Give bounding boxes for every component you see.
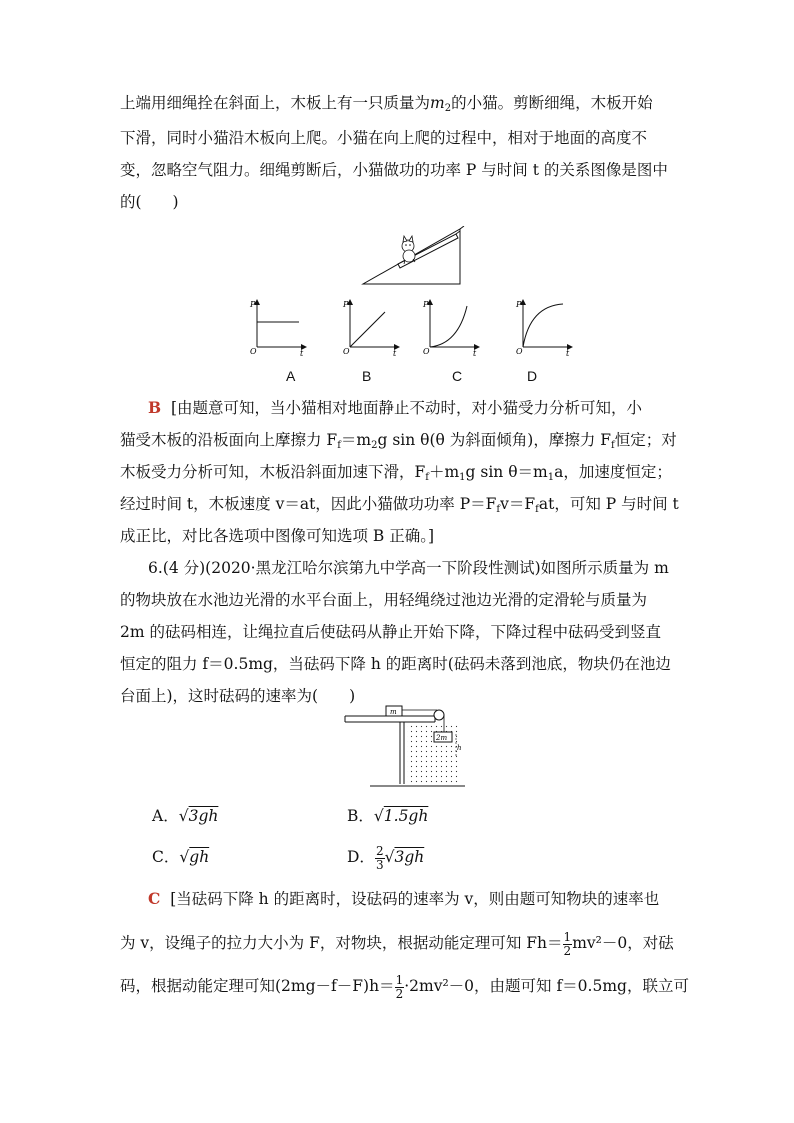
pool-pulley-figure [340, 700, 470, 790]
q6-option-b: B．√1.5gh [347, 807, 429, 825]
cat-icon [402, 236, 415, 264]
graph-b-origin: O [343, 347, 350, 356]
graph-d-p-label: P [516, 300, 522, 309]
graph-d [515, 300, 572, 357]
graph-b [342, 300, 399, 357]
q5-stem-line-3: 变，忽略空气阻力。细绳剪断后，小猫做功的功率 P 与时间 t 的关系图像是图中 [120, 161, 668, 179]
option-label-d: D [527, 368, 538, 384]
q6-solution-line-2: 为 v，设绳子的拉力大小为 F，对物块，根据动能定理可知 Fh＝ $\frac{1}{2}$ mv²－0，对砝 [120, 929, 674, 958]
graph-b-t-label: t [393, 349, 397, 357]
option-label-b: B [362, 368, 372, 384]
q5-stem-line-1: 上端用细绳拴在斜面上，木板上有一只质量为$m_2$的小猫。剪断细绳，木板开始 [120, 94, 653, 114]
pt-graphs [240, 292, 580, 357]
q5-stem-line-2: 下滑，同时小猫沿木板向上爬。小猫在向上爬的过程中，相对于地面的高度不 [120, 129, 648, 147]
q6-answer: C [148, 889, 161, 908]
graph-b-p-label: P [343, 300, 349, 309]
pulley-icon [434, 710, 444, 720]
option-label-c: C [452, 368, 463, 384]
q5-answer: B [148, 398, 162, 417]
q5-solution-line-3: 木板受力分析可知，木板沿斜面加速下滑，$F_f+m_1g$ $\sin \theta=m_1a$，加速度恒定； [120, 463, 672, 483]
q6-option-c: C．√gh [152, 848, 210, 866]
q5-solution-line-4: 经过时间 t，木板速度 v＝at，因此小猫做功功率 $P=F_fv=F_fat$，可知 P 与时间 t [120, 495, 679, 515]
q6-stem-line-4: 恒定的阻力 f＝0.5mg，当砝码下降 h 的距离时(砝码未落到池底，物块仍在池边 [120, 655, 671, 673]
q6-stem-line-1: 6.(4 分)(2020·黑龙江哈尔滨第九中学高一下阶段性测试)如图所示质量为 m [148, 559, 669, 577]
graph-d-origin: O [516, 347, 523, 356]
q5-stem-line-4: 的( ) [120, 193, 179, 211]
q6-option-d: D． $\frac{2}{3}$ √3gh [347, 843, 425, 872]
incline-figure [360, 226, 470, 288]
option-label-a: A [286, 368, 296, 384]
q5-solution-line-5: 成正比，对比各选项中图像可知选项 B 正确。] [120, 527, 435, 545]
graph-a-p-label: P [250, 300, 256, 309]
graph-d-t-label: t [566, 349, 570, 357]
q6-stem-line-5: 台面上)，这时砝码的速率为( ) [120, 687, 356, 705]
block-m-label: m [390, 708, 397, 716]
graph-a [249, 300, 306, 357]
graph-a-t-label: t [300, 349, 304, 357]
q5-solution-line-2: 猫受木板的沿板面向上摩擦力 $F_f=m_2g$ sin θ(θ 为斜面倾角)，摩擦力 $F_f$恒定；对 [120, 431, 677, 451]
weight-2m-label: 2m [436, 734, 448, 742]
graph-c-t-label: t [473, 349, 477, 357]
q6-solution-line-1: C [当砝码下降 h 的距离时，设砝码的速率为 v，则由题可知物块的速率也 [148, 889, 660, 908]
q6-stem-line-2: 的物块放在水池边光滑的水平台面上，用轻绳绕过池边光滑的定滑轮与质量为 [120, 591, 648, 609]
graph-c [422, 300, 479, 357]
q6-option-a: A．√3gh [152, 807, 219, 825]
q5-solution-line-1: B [由题意可知，当小猫相对地面静止不动时，对小猫受力分析可知，小 [148, 398, 643, 417]
graph-a-origin: O [250, 347, 257, 356]
graph-c-p-label: P [423, 300, 429, 309]
q6-stem-line-3: 2m 的砝码相连，让绳拉直后使砝码从静止开始下降，下降过程中砝码受到竖直 [120, 623, 661, 641]
graph-c-origin: O [423, 347, 430, 356]
height-h-label: h [457, 744, 462, 752]
q6-solution-line-3: 码，根据动能定理可知(2mg－f－F)h＝ $\frac{1}{2}$ ·2mv²－0，由题可知 f＝0.5mg，联立可 [120, 972, 689, 1001]
